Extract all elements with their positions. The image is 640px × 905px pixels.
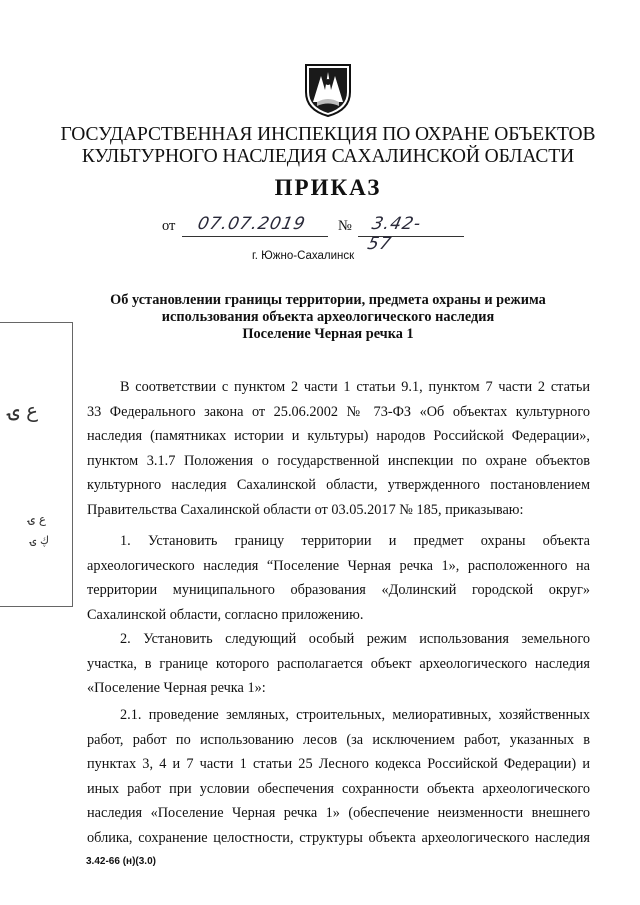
- text-line: наследия (памятниках истории и культуры) народов Российской Федерации»,: [87, 428, 590, 444]
- text-line: «Поселение Черная речка 1»:: [87, 680, 266, 696]
- document-type: ПРИКАЗ: [274, 175, 382, 200]
- date-underline: [182, 236, 328, 237]
- text-line: 1. Установить границу территории и предмет охраны объекта: [120, 533, 590, 549]
- text-line: иных работ при условии обеспечения сохранности объекта археологического: [87, 780, 590, 797]
- date-value: 07.07.2019: [195, 214, 308, 234]
- margin-handwriting-mark: ڮ ۍ: [30, 534, 50, 547]
- paragraph-item-2-1: [87, 703, 590, 850]
- paragraph-preamble: [87, 375, 590, 522]
- order-heading-line-2: использования объекта археологического наследия: [161, 309, 495, 325]
- margin-handwriting-mark: ع ۍ: [28, 512, 47, 526]
- paragraph-item-1: [87, 529, 590, 627]
- margin-handwriting-mark: ع ۍ: [8, 398, 39, 422]
- order-heading-line-3: Поселение Черная речка 1: [242, 326, 414, 342]
- text-line: 33 Федерального закона от 25.06.2002 № 73-ФЗ «Об объектах культурного: [87, 403, 590, 420]
- order-heading-line-1: Об установлении границы территории, предмета охраны и режима: [110, 292, 546, 308]
- coat-of-arms-icon: [303, 62, 353, 118]
- number-value: 3.42-57: [365, 214, 424, 254]
- text-line: 2.1. проведение земляных, строительных, мелиоративных, хозяйственных: [120, 707, 590, 723]
- text-line: Сахалинской области, согласно приложению.: [87, 606, 364, 623]
- paragraph-item-2: [87, 627, 590, 701]
- city-label: г. Южно-Сахалинск: [252, 250, 355, 262]
- text-line: Правительства Сахалинской области от 03.05.2017 № 185, приказываю:: [87, 501, 524, 518]
- form-code: 3.42-66 (н)(3.0): [86, 856, 156, 867]
- agency-name-line-1: ГОСУДАРСТВЕННАЯ ИНСПЕКЦИЯ ПО ОХРАНЕ ОБЪЕКТОВ: [60, 124, 596, 145]
- text-line: облика, сохранение целостности, структуры объекта археологического наследия: [87, 829, 590, 846]
- text-line: территории муниципального образования «Долинский городской округ»: [87, 582, 590, 598]
- date-label: от: [162, 218, 176, 234]
- text-line: культурного наследия Сахалинской области, утвержденного постановлением: [87, 477, 590, 493]
- text-line: наследия «Поселение Черная речка 1» (обеспечение неизменности внешнего: [87, 805, 590, 821]
- text-line: участка, в границе которого располагается объект археологического наследия: [87, 655, 590, 672]
- text-line: 2. Установить следующий особый режим использования земельного: [120, 631, 590, 647]
- text-line: В соответствии с пунктом 2 части 1 статьи 9.1, пунктом 7 части 2 статьи: [120, 379, 590, 395]
- text-line: работ, работ по использованию лесов (за исключением работ, указанных в: [87, 731, 590, 748]
- text-line: археологического наследия “Поселение Черная речка 1», расположенного на: [87, 557, 590, 574]
- text-line: пунктом 3.1.7 Положения о государственной инспекции по охране объектов: [87, 452, 590, 469]
- margin-bracket: [0, 322, 73, 607]
- number-label: №: [338, 218, 352, 234]
- agency-name-line-2: КУЛЬТУРНОГО НАСЛЕДИЯ САХАЛИНСКОЙ ОБЛАСТИ: [81, 146, 575, 167]
- text-line: пунктах 3, 4 и 7 части 1 статьи 25 Лесного кодекса Российской Федерации) и: [87, 756, 590, 772]
